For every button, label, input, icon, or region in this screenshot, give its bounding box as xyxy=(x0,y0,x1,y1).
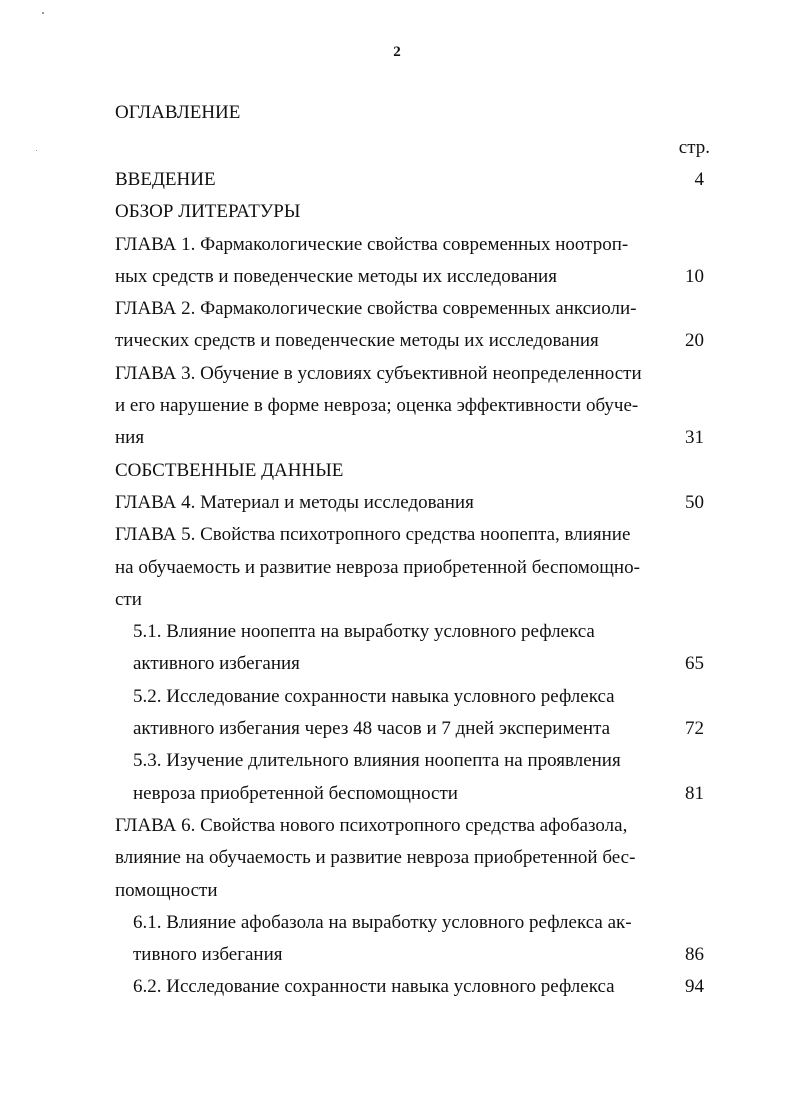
toc-entry-text: тивного избегания xyxy=(133,944,283,966)
toc-entry xyxy=(115,778,710,810)
toc-entry-text: влияние на обучаемость и развитие невроза приобретенной бес- xyxy=(115,847,636,869)
toc-entry-text: ГЛАВА 2. Фармакологические свойства современных анксиоли- xyxy=(115,298,637,320)
toc-entry-text: 5.2. Исследование сохранности навыка условного рефлекса xyxy=(133,685,615,707)
toc-entry-page: 72 xyxy=(685,718,704,740)
toc-entry xyxy=(115,519,710,551)
toc-entry-text: и его нарушение в форме невроза; оценка эффективности обуче- xyxy=(115,395,639,417)
toc-entry-page: 31 xyxy=(685,427,704,449)
toc-entry-page: 94 xyxy=(685,976,704,998)
toc-list xyxy=(115,164,710,1004)
toc-entry-text: ных средств и поведенческие методы их исследования xyxy=(115,265,557,287)
page-column-header: стр. xyxy=(678,137,710,158)
toc-entry-text: тических средств и поведенческие методы их исследования xyxy=(115,330,599,352)
toc-entry xyxy=(115,455,710,487)
toc-entry-text: ния xyxy=(115,427,145,449)
toc-entry xyxy=(115,745,710,777)
toc-entry xyxy=(115,390,710,422)
toc-entry-text: СОБСТВЕННЫЕ ДАННЫЕ xyxy=(115,459,344,481)
toc-entry xyxy=(115,584,710,616)
scan-speck xyxy=(36,150,37,151)
toc-entry xyxy=(115,875,710,907)
toc-entry-text: помощности xyxy=(115,879,218,901)
toc-entry-page: 86 xyxy=(685,944,704,966)
toc-entry-text: активного избегания через 48 часов и 7 дней эксперимента xyxy=(133,718,611,740)
toc-entry-page: 65 xyxy=(685,653,704,675)
toc-entry-text: сти xyxy=(115,588,142,610)
toc-entry xyxy=(115,939,710,971)
toc-entry-text: невроза приобретенной беспомощности xyxy=(133,782,458,804)
toc-entry xyxy=(115,810,710,842)
page-number: 2 xyxy=(393,44,401,60)
toc-entry xyxy=(115,552,710,584)
toc-entry xyxy=(115,422,710,454)
toc-entry-text: ОБЗОР ЛИТЕРАТУРЫ xyxy=(115,201,301,223)
toc-entry-text: ВВЕДЕНИЕ xyxy=(115,169,216,190)
toc-entry-text: активного избегания xyxy=(133,653,300,675)
toc-entry-page: 81 xyxy=(685,782,704,804)
toc-entry-text: 5.3. Изучение длительного влияния ноопепта на проявления xyxy=(133,750,621,772)
toc-entry-text: ГЛАВА 1. Фармакологические свойства современных ноотроп- xyxy=(115,233,629,255)
toc-title: ОГЛАВЛЕНИЕ xyxy=(115,102,241,123)
toc-entry-text: ГЛАВА 4. Материал и методы исследования xyxy=(115,491,474,513)
toc-entry xyxy=(115,842,710,874)
toc-entry xyxy=(115,616,710,648)
toc-entry xyxy=(115,229,710,261)
toc-entry-text: 6.2. Исследование сохранности навыка условного рефлекса xyxy=(133,976,615,998)
toc-entry-text: ГЛАВА 3. Обучение в условиях субъективной неопределенности xyxy=(115,362,642,384)
toc-entry-page: 20 xyxy=(685,330,704,352)
toc-entry-text: 5.1. Влияние ноопепта на выработку условного рефлекса xyxy=(133,621,595,643)
scan-speck xyxy=(42,12,44,14)
toc-entry xyxy=(115,293,710,325)
toc-entry-page: 4 xyxy=(694,169,704,190)
toc-entry xyxy=(115,971,710,1003)
toc-entry xyxy=(115,325,710,357)
toc-entry-page: 50 xyxy=(685,491,704,513)
toc-entry xyxy=(115,907,710,939)
toc-entry xyxy=(115,164,710,196)
toc-entry xyxy=(115,358,710,390)
toc-entry-text: 6.1. Влияние афобазола на выработку условного рефлекса ак- xyxy=(133,911,632,933)
toc-entry xyxy=(115,261,710,293)
toc-entry-text: на обучаемость и развитие невроза приобретенной беспомощно- xyxy=(115,556,640,578)
toc-entry-page: 10 xyxy=(685,265,704,287)
toc-entry xyxy=(115,648,710,680)
toc-entry xyxy=(115,713,710,745)
toc-entry xyxy=(115,681,710,713)
toc-entry-text: ГЛАВА 5. Свойства психотропного средства ноопепта, влияние xyxy=(115,524,631,546)
toc-entry xyxy=(115,196,710,228)
toc-entry xyxy=(115,487,710,519)
toc-entry-text: ГЛАВА 6. Свойства нового психотропного средства афобазола, xyxy=(115,814,628,836)
